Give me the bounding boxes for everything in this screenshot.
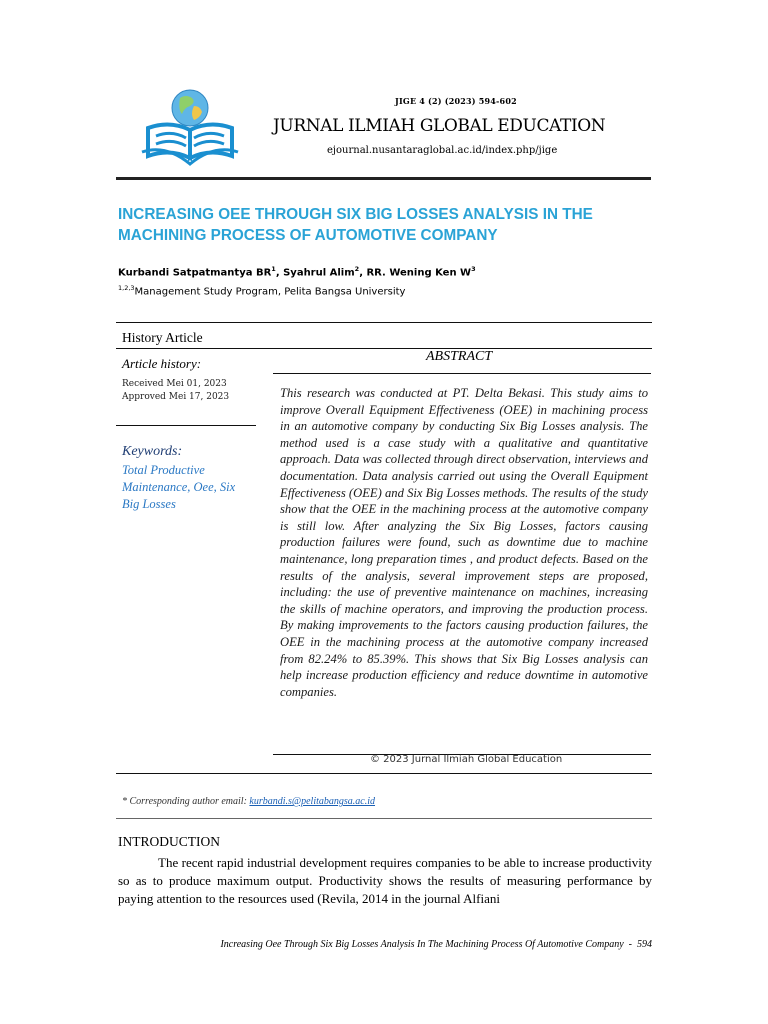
- journal-name: JURNAL ILMIAH GLOBAL EDUCATION: [273, 116, 606, 136]
- history-article-label: History Article: [122, 330, 203, 345]
- page-footer: [140, 939, 652, 950]
- introduction-heading: INTRODUCTION: [118, 834, 220, 849]
- affiliation-text: Management Study Program, Pelita Bangsa University: [134, 286, 406, 298]
- corresponding-rule: [116, 818, 652, 819]
- author-list: [118, 265, 476, 278]
- author-affiliation: [118, 284, 405, 297]
- abstract-heading: ABSTRACT: [426, 349, 493, 364]
- author-name: Kurbandi Satpatmantya BR: [118, 267, 272, 279]
- copyright-notice: © 2023 Jurnal Ilmiah Global Education: [370, 754, 563, 765]
- approved-date: Approved Mei 17, 2023: [122, 392, 230, 402]
- info-box-header-rule: [116, 348, 652, 349]
- author-affiliation-mark: 3: [471, 265, 476, 273]
- info-box-top-rule: [116, 322, 652, 323]
- abstract-heading-rule: [273, 373, 651, 374]
- author-name: RR. Wening Ken W: [366, 267, 472, 279]
- journal-citation-meta: JIGE 4 (2) (2023) 594-602: [395, 96, 517, 106]
- journal-logo-icon: [140, 86, 240, 166]
- author-separator: ,: [275, 267, 284, 279]
- keywords-label: Keywords:: [122, 444, 183, 459]
- introduction-body: [118, 854, 652, 908]
- copyright-rule: [116, 773, 652, 774]
- introduction-paragraph: The recent rapid industrial development requires companies to be able to increase productivity so as to produce maximum output. Productivity shows the results of measuring performance by paying attention to the resources used (Revila, 2014 in the journal Alfiani: [118, 855, 652, 906]
- keywords-list: Total Productive Maintenance, Oee, Six Big Losses: [122, 463, 236, 511]
- corresponding-email-link[interactable]: kurbandi.s@pelitabangsa.ac.id: [249, 796, 376, 807]
- abstract-body: This research was conducted at PT. Delta Bekasi. This study aims to improve Overall Equipment Effectiveness (OEE) in machining process in an automotive company by conducting Six Big Losses analysis. The method used is a case study with a qualitative and quantitative approach. Data was collected through direct observation, interviews and documentation. Data analysis carried out using the Overall Equipment Effectiveness (OEE) and Six Big Losses methods. The results of the study show that the OEE in the machining process at the automotive company is still low. After analyzing the Six Big Losses, factors causing production failures were found, such as downtime due to machine maintenance, long preparation times , and product defects. Based on the results of the analysis, several improvement steps are proposed, including: the use of preventive maintenance on machines, increasing the skills of machine operators, and improving the production process. By making improvements to the factors causing production failures, the OEE in the machining process at the automotive company increased from 82.24% to 85.39%. This shows that Six Big Losses analysis can help increase production efficiency and reduce downtime in automotive companies.: [280, 386, 648, 699]
- author-affiliation-mark: 1: [271, 265, 276, 273]
- footer-separator: -: [623, 939, 637, 950]
- author-affiliation-mark: 2: [354, 265, 360, 273]
- author-name: Syahrul Alim: [283, 267, 355, 279]
- journal-url[interactable]: ejournal.nusantaraglobal.ac.id/index.php/jige: [327, 145, 558, 156]
- received-date: Received Mei 01, 2023: [122, 379, 227, 389]
- page-number: 594: [637, 939, 652, 950]
- corresponding-author-label: * Corresponding author email:: [122, 796, 250, 807]
- author-separator: ,: [359, 267, 367, 279]
- article-history-label: Article history:: [122, 356, 202, 371]
- header-divider: [116, 177, 651, 180]
- affiliation-mark: 1,2,3: [118, 284, 135, 292]
- running-title: Increasing Oee Through Six Big Losses Analysis In The Machining Process Of Automotive Company: [220, 939, 624, 950]
- paper-title: INCREASING OEE THROUGH SIX BIG LOSSES ANALYSIS IN THE MACHINING PROCESS OF AUTOMOTIVE COMPANY: [118, 206, 593, 244]
- history-keywords-divider: [116, 425, 256, 426]
- corresponding-author: [122, 796, 375, 807]
